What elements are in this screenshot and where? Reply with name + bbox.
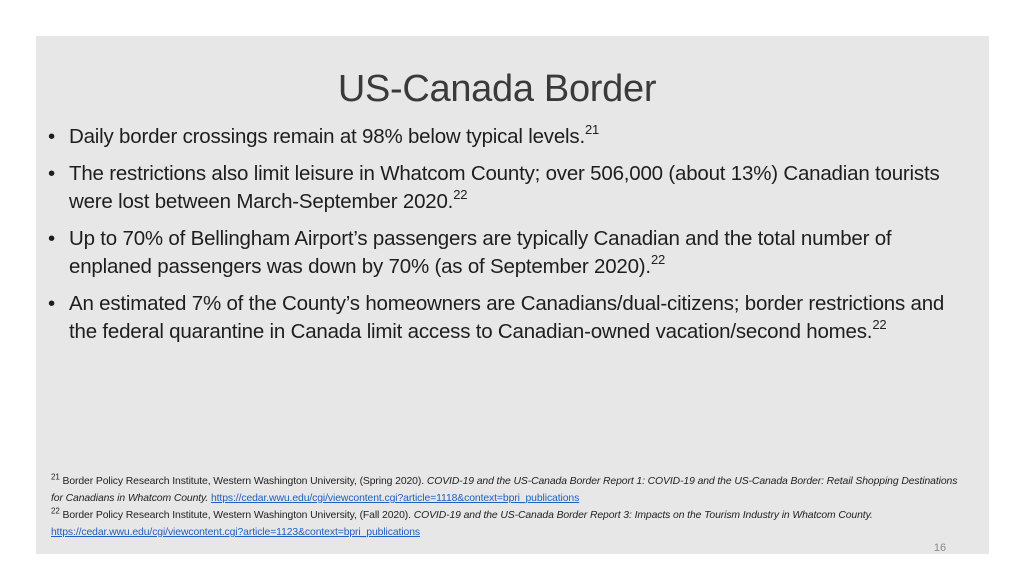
bullet-text: An estimated 7% of the County’s homeowners are Canadians/dual-citizens; border restrictions and the federal quarantine in Canada limit access to Canadian-owned vacation/second homes.	[69, 292, 945, 343]
bullet-list	[48, 123, 948, 355]
footnote-source: Border Policy Research Institute, Western Washington University, (Spring 2020).	[62, 476, 425, 487]
bullet-marker: •	[48, 292, 55, 315]
footnotes	[51, 473, 971, 541]
footnote-title: COVID-19 and the US-Canada Border Report 1: COVID-19 and the US-Canada Border: Retail Shopping Destinations for Canadians in Whatcom County.	[51, 476, 958, 504]
footnote-ref: 22	[872, 317, 887, 333]
footnote-22	[51, 507, 971, 541]
footnote-number: 21	[51, 472, 60, 482]
footnote-link[interactable]: https://cedar.wwu.edu/cgi/viewcontent.cgi?article=1118&context=bpri_publications	[210, 493, 580, 504]
footnote-ref: 21	[584, 122, 599, 138]
footnote-21	[51, 473, 971, 507]
footnote-number: 22	[51, 506, 60, 516]
bullet-marker: •	[48, 227, 55, 250]
bullet-text: Daily border crossings remain at 98% below typical levels.	[69, 125, 585, 148]
bullet-item	[48, 225, 948, 281]
bullet-marker: •	[48, 162, 55, 185]
page-number: 16	[933, 542, 947, 554]
footnote-link[interactable]: https://cedar.wwu.edu/cgi/viewcontent.cgi?article=1123&context=bpri_publications	[51, 527, 420, 538]
footnote-source: Border Policy Research Institute, Western Washington University, (Fall 2020).	[62, 510, 411, 521]
bullet-text: The restrictions also limit leisure in Whatcom County; over 506,000 (about 13%) Canadian tourists were lost between March-September 2020.	[69, 162, 940, 213]
bullet-marker: •	[48, 125, 55, 148]
slide-title: US-Canada Border	[337, 68, 657, 110]
footnote-ref: 22	[650, 252, 665, 268]
bullet-text: Up to 70% of Bellingham Airport’s passengers are typically Canadian and the total number of enplaned passengers was down by 70% (as of September 2020).	[69, 227, 892, 278]
bullet-item	[48, 290, 948, 346]
bullet-item	[48, 123, 948, 151]
footnote-title: COVID-19 and the US-Canada Border Report 3: Impacts on the Tourism Industry in Whatcom County.	[413, 510, 873, 521]
footnote-ref: 22	[453, 187, 468, 203]
bullet-item	[48, 160, 948, 216]
